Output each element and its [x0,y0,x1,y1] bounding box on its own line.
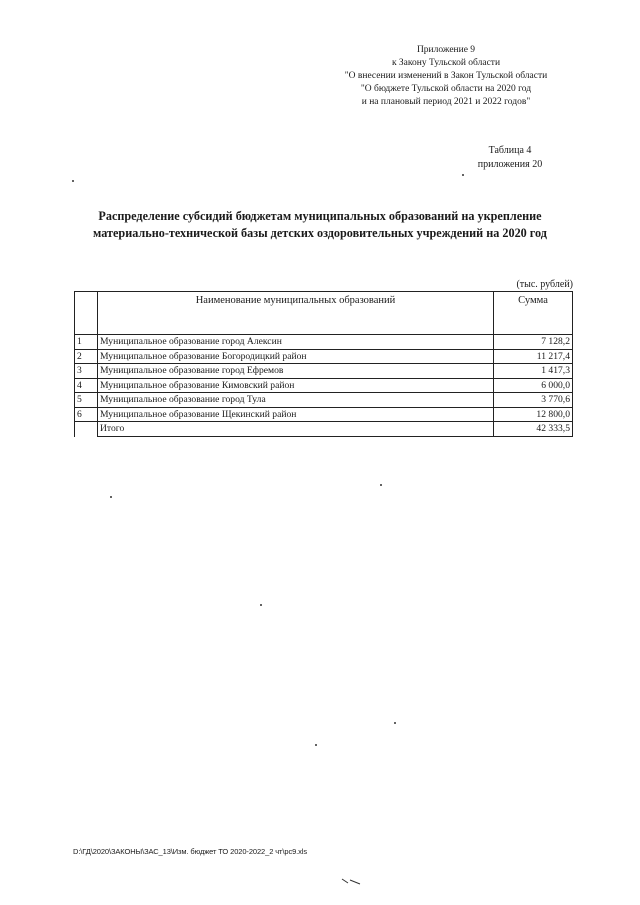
units-label: (тыс. рублей) [516,279,573,290]
row-name: Муниципальное образование Кимовский район [98,378,494,393]
scan-speck [315,744,317,746]
document-title [60,208,580,242]
appendix-header [316,44,576,109]
appendix-line: и на плановый период 2021 и 2022 годов" [361,97,531,107]
table-reference [455,144,565,171]
row-sum: 12 800,0 [494,407,573,422]
table-total-row [75,422,573,437]
scan-speck [462,174,464,176]
header-number [75,292,98,335]
row-sum: 1 417,3 [494,364,573,379]
title-line: материально-технической базы детских оздоровительных учреждений на 2020 год [93,226,547,240]
table-header-row [75,292,573,335]
table-row [75,378,573,393]
header-sum: Сумма [494,292,573,335]
row-sum: 6 000,0 [494,378,573,393]
row-sum: 11 217,4 [494,349,573,364]
row-name: Муниципальное образование Богородицкий район [98,349,494,364]
table-row [75,364,573,379]
total-number [75,422,98,437]
row-name: Муниципальное образование город Тула [98,393,494,408]
scan-mark [340,876,364,886]
table-row [75,349,573,364]
scan-speck [72,180,74,182]
row-number: 6 [75,407,98,422]
total-label: Итого [98,422,494,437]
row-number: 3 [75,364,98,379]
appendix-line: "О бюджете Тульской области на 2020 год [360,84,532,94]
table-row [75,335,573,350]
row-sum: 3 770,6 [494,393,573,408]
table-row [75,407,573,422]
table-row [75,393,573,408]
appendix-line: Приложение 9 [416,45,476,55]
row-number: 1 [75,335,98,350]
scan-speck [260,604,262,606]
scan-speck [380,484,382,486]
subsidy-table [74,291,573,437]
total-sum: 42 333,5 [494,422,573,437]
row-name: Муниципальное образование город Алексин [98,335,494,350]
title-line: Распределение субсидий бюджетам муниципальных образований на укрепление [98,209,542,223]
scan-speck [110,496,112,498]
appendix-line: "О внесении изменений в Закон Тульской области [344,71,548,81]
row-number: 2 [75,349,98,364]
row-number: 5 [75,393,98,408]
row-sum: 7 128,2 [494,335,573,350]
appendix-line: к Закону Тульской области [391,58,501,68]
file-path-footer: D:\ГД\2020\ЗАКОНЫ\ЗАС_13\Изм. бюджет ТО 2020-2022_2 чт\рс9.xls [73,847,308,856]
row-name: Муниципальное образование Щекинский район [98,407,494,422]
table-ref-line: Таблица 4 [488,145,532,156]
header-name: Наименование муниципальных образований [98,292,494,335]
scan-speck [394,722,396,724]
row-number: 4 [75,378,98,393]
row-name: Муниципальное образование город Ефремов [98,364,494,379]
table-ref-line: приложения 20 [477,158,543,170]
